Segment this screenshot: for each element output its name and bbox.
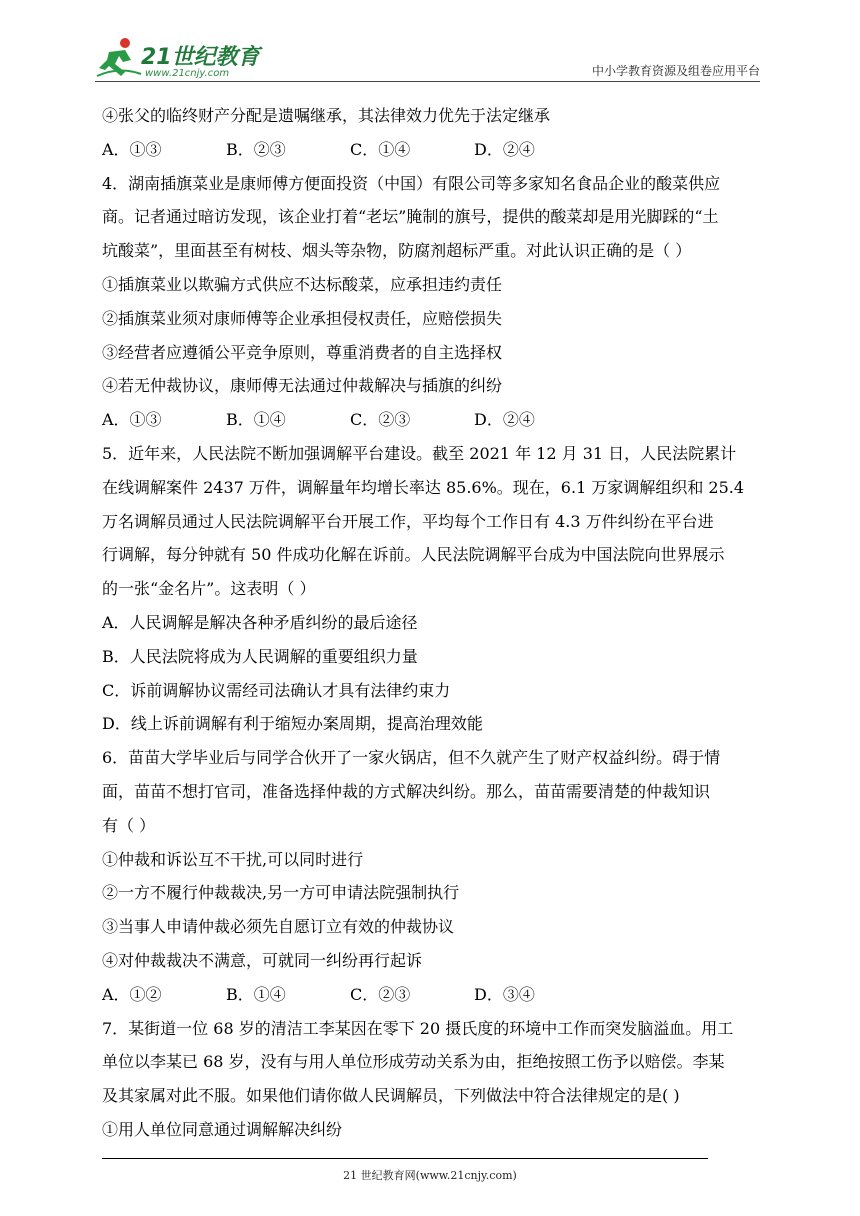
- text-line: 坑酸菜”，里面甚至有树枝、烟头等杂物，防腐剂超标严重。对此认识正确的是（ ）: [102, 241, 692, 261]
- option-a: A．①③: [102, 410, 162, 430]
- option-a: A．①②: [102, 984, 162, 1004]
- text-line: 有（ ）: [102, 815, 156, 835]
- option-c: C．诉前调解协议需经司法确认才具有法律约束力: [102, 680, 451, 700]
- statement-4: ④对仲裁裁决不满意，可就同一纠纷再行起诉: [102, 950, 423, 970]
- runner-logo-icon: [95, 36, 143, 80]
- text-line: 的一张“金名片”。这表明（ ）: [102, 579, 316, 599]
- option-d: D．线上诉前调解有利于缩短办案周期，提高治理效能: [102, 714, 483, 734]
- logo-text: 21世纪教育: [141, 45, 260, 70]
- question-6-text: 6．苗苗大学毕业后与同学合伙开了一家火锅店，但不久就产生了财产权益纠纷。碍于情: [102, 748, 721, 768]
- statement-1: ①用人单位同意通过调解解决纠纷: [102, 1119, 343, 1139]
- statement-1: ①仲裁和诉讼互不干扰,可以同时进行: [102, 849, 364, 869]
- option-a: A．人民调解是解决各种矛盾纠纷的最后途径: [102, 612, 418, 632]
- page-footer: 21 世纪教育网(www.21cnjy.com): [343, 1169, 517, 1182]
- page-header: [95, 30, 760, 82]
- statement-2: ②一方不履行仲裁裁决,另一方可申请法院强制执行: [102, 883, 460, 903]
- text-line: 及其家属对此不服。如果他们请你做人民调解员，下列做法中符合法律规定的是( ): [102, 1086, 680, 1106]
- statement-3: ③当事人申请仲裁必须先自愿订立有效的仲裁协议: [102, 917, 455, 937]
- text-line: 在线调解案件 2437 万件，调解量年均增长率达 85.6%。现在，6.1 万家调解组织和 25.4: [102, 477, 745, 497]
- option-c: C．②③: [350, 984, 411, 1004]
- text-line: 面，苗苗不想打官司，准备选择仲裁的方式解决纠纷。那么，苗苗需要清楚的仲裁知识: [102, 781, 711, 801]
- option-d: D．②④: [474, 139, 535, 159]
- document-body: [102, 99, 767, 1147]
- option-d: D．②④: [474, 410, 535, 430]
- footer-divider: [102, 1158, 708, 1159]
- option-b: B．①④: [226, 410, 286, 430]
- options-row-q4: [102, 403, 767, 437]
- options-row-q3: [102, 133, 767, 167]
- options-row-q6: [102, 978, 767, 1012]
- option-a: A．①③: [102, 139, 162, 159]
- option-d: D．③④: [474, 984, 535, 1004]
- option-b: B．②③: [226, 139, 286, 159]
- logo-url: www.21cnjy.com: [145, 68, 230, 79]
- statement-3: ③经营者应遵循公平竞争原则，尊重消费者的自主选择权: [102, 342, 503, 362]
- text-line: ④张父的临终财产分配是遗嘱继承，其法律效力优先于法定继承: [102, 106, 551, 125]
- statement-2: ②插旗菜业须对康师傅等企业承担侵权责任，应赔偿损失: [102, 308, 503, 328]
- text-line: 单位以李某已 68 岁，没有与用人单位形成劳动关系为由，拒绝按照工伤予以赔偿。李某: [102, 1052, 725, 1072]
- option-b: B．人民法院将成为人民调解的重要组织力量: [102, 646, 418, 666]
- text-line: 商。记者通过暗访发现，该企业打着“老坛”腌制的旗号，提供的酸菜却是用光脚踩的“土: [102, 207, 719, 227]
- statement-4: ④若无仲裁协议，康师傅无法通过仲裁解决与插旗的纠纷: [102, 376, 503, 396]
- site-logo: [95, 36, 265, 80]
- option-b: B．①④: [226, 984, 286, 1004]
- text-line: 万名调解员通过人民法院调解平台开展工作，平均每个工作日有 4.3 万件纠纷在平台进: [102, 511, 714, 531]
- option-c: C．②③: [350, 410, 411, 430]
- question-5-text: 5．近年来，人民法院不断加强调解平台建设。截至 2021 年 12 月 31 日，人民法院累计: [102, 443, 737, 463]
- question-4-text: 4．湖南插旗菜业是康师傅方便面投资（中国）有限公司等多家知名食品企业的酸菜供应: [102, 173, 721, 193]
- header-platform-text: 中小学教育资源及组卷应用平台: [591, 64, 760, 78]
- option-c: C．①④: [350, 139, 411, 159]
- header-divider: [95, 81, 760, 82]
- question-7-text: 7．某街道一位 68 岁的清洁工李某因在零下 20 摄氏度的环境中工作而突发脑溢血。用工: [102, 1018, 734, 1038]
- statement-1: ①插旗菜业以欺骗方式供应不达标酸菜，应承担违约责任: [102, 274, 503, 294]
- text-line: 行调解，每分钟就有 50 件成功化解在诉前。人民法院调解平台成为中国法院向世界展示: [102, 545, 725, 565]
